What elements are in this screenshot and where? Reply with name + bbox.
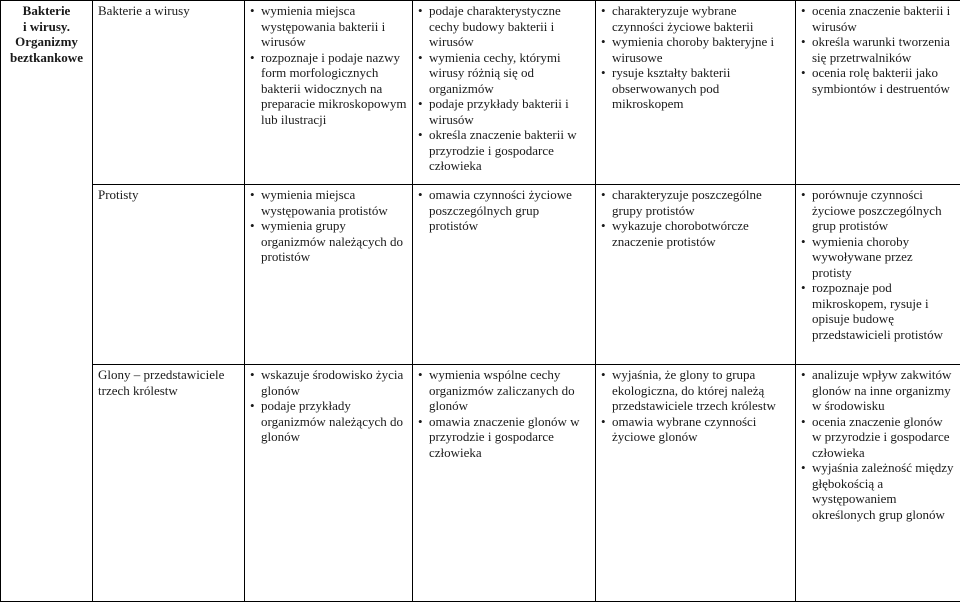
requirement-cell bbox=[413, 365, 596, 602]
requirement-list bbox=[250, 187, 407, 265]
requirement-item: • analizuje wpływ zakwitów glonów na inne organizmy w środowisku bbox=[801, 367, 955, 414]
section-label-line: beztkankowe bbox=[10, 49, 83, 65]
requirement-cell bbox=[413, 185, 596, 365]
requirement-item: • charakteryzuje poszczególne grupy protistów bbox=[601, 187, 790, 218]
topic-cell: Bakterie a wirusy bbox=[93, 1, 245, 185]
requirement-cell bbox=[596, 185, 796, 365]
requirement-item: • wymienia cechy, którymi wirusy różnią się od organizmów bbox=[418, 50, 590, 97]
requirement-item: • określa znaczenie bakterii w przyrodzie i gospodarce człowieka bbox=[418, 127, 590, 174]
requirement-item: • wymienia wspólne cechy organizmów zaliczanych do glonów bbox=[418, 367, 590, 414]
requirement-item: • podaje przykłady organizmów należących do glonów bbox=[250, 398, 407, 445]
requirement-cell bbox=[413, 1, 596, 185]
requirement-item: • określa warunki tworzenia się przetrwalników bbox=[801, 34, 955, 65]
requirement-cell bbox=[796, 185, 960, 365]
topic-cell: Protisty bbox=[93, 185, 245, 365]
topic-cell: Glony – przedstawiciele trzech królestw bbox=[93, 365, 245, 602]
requirement-cell bbox=[245, 1, 413, 185]
requirement-item: • wymienia choroby wywoływane przez protisty bbox=[801, 234, 955, 281]
requirement-item: • rozpoznaje pod mikroskopem, rysuje i opisuje budowę przedstawicieli protistów bbox=[801, 280, 955, 342]
section-label-line: i wirusy. bbox=[23, 18, 70, 34]
requirement-item: • wymienia miejsca występowania bakterii i wirusów bbox=[250, 3, 407, 50]
requirement-item: • ocenia znaczenie bakterii i wirusów bbox=[801, 3, 955, 34]
requirement-list bbox=[801, 367, 955, 522]
section-label-line: Bakterie bbox=[22, 3, 71, 18]
requirement-item: • wykazuje chorobotwórcze znaczenie protistów bbox=[601, 218, 790, 249]
requirement-item: • ocenia znaczenie glonów w przyrodzie i gospodarce człowieka bbox=[801, 414, 955, 461]
requirement-list bbox=[601, 3, 790, 112]
requirement-list bbox=[601, 187, 790, 249]
requirement-cell bbox=[245, 365, 413, 602]
requirement-item: • wymienia grupy organizmów należących do protistów bbox=[250, 218, 407, 265]
requirement-item: • omawia znaczenie glonów w przyrodzie i gospodarce człowieka bbox=[418, 414, 590, 461]
requirement-item: • wskazuje środowisko życia glonów bbox=[250, 367, 407, 398]
requirement-list bbox=[801, 3, 955, 96]
requirement-cell bbox=[796, 365, 960, 602]
requirement-list bbox=[250, 367, 407, 445]
requirement-item: • wymienia miejsca występowania protistów bbox=[250, 187, 407, 218]
requirement-cell bbox=[596, 1, 796, 185]
table-row bbox=[1, 365, 960, 602]
requirement-list bbox=[250, 3, 407, 127]
requirement-list bbox=[418, 187, 590, 234]
section-label-cell bbox=[1, 1, 93, 602]
requirement-list bbox=[601, 367, 790, 445]
requirement-item: • ocenia rolę bakterii jako symbiontów i destruentów bbox=[801, 65, 955, 96]
requirement-item: • charakteryzuje wybrane czynności życiowe bakterii bbox=[601, 3, 790, 34]
requirement-cell bbox=[245, 185, 413, 365]
requirement-item: • rozpoznaje i podaje nazwy form morfologicznych bakterii widocznych na preparacie mikroskopowym lub ilustracji bbox=[250, 50, 407, 128]
requirement-item: • omawia wybrane czynności życiowe glonów bbox=[601, 414, 790, 445]
requirement-item: • podaje charakterystyczne cechy budowy bakterii i wirusów bbox=[418, 3, 590, 50]
requirement-cell bbox=[796, 1, 960, 185]
requirement-item: • wyjaśnia, że glony to grupa ekologiczna, do której należą przedstawiciele trzech królestw bbox=[601, 367, 790, 414]
table-body bbox=[1, 1, 960, 602]
requirement-cell bbox=[596, 365, 796, 602]
requirement-item: • rysuje kształty bakterii obserwowanych pod mikroskopem bbox=[601, 65, 790, 112]
requirement-item: • wyjaśnia zależność między głębokością a występowaniem określonych grup glonów bbox=[801, 460, 955, 522]
table-row bbox=[1, 1, 960, 185]
table-row bbox=[1, 185, 960, 365]
requirement-list bbox=[418, 3, 590, 174]
requirement-item: • porównuje czynności życiowe poszczególnych grup protistów bbox=[801, 187, 955, 234]
section-label-line: Organizmy bbox=[15, 34, 78, 49]
requirement-item: • omawia czynności życiowe poszczególnych grup protistów bbox=[418, 187, 590, 234]
requirement-item: • podaje przykłady bakterii i wirusów bbox=[418, 96, 590, 127]
requirement-item: • wymienia choroby bakteryjne i wirusowe bbox=[601, 34, 790, 65]
requirement-list bbox=[801, 187, 955, 342]
requirement-list bbox=[418, 367, 590, 460]
